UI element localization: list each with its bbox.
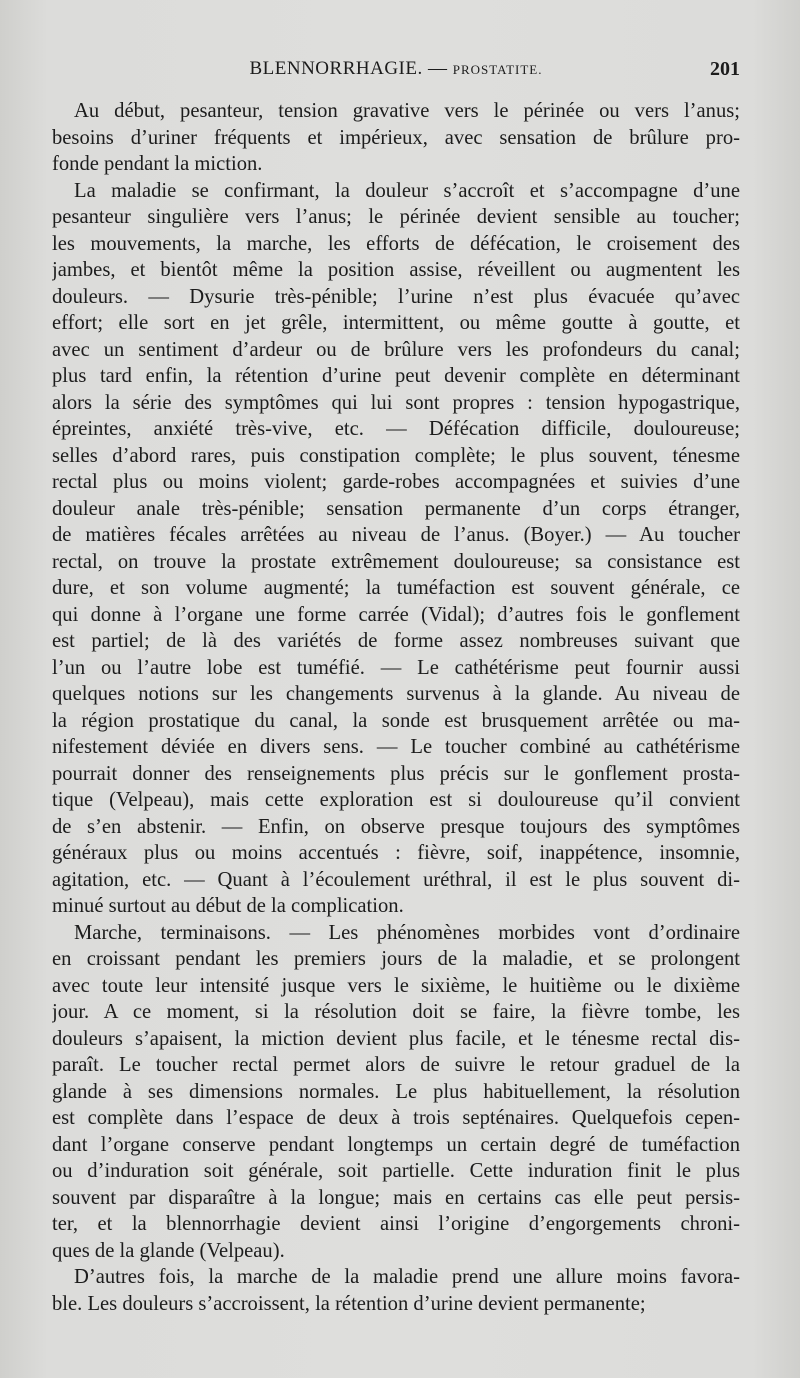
text-line: douleur anale très-pénible; sensation permanente d’un corps étranger,: [52, 497, 740, 520]
text-line: paraît. Le toucher rectal permet alors de suivre le retour graduel de la: [52, 1054, 740, 1076]
text-line: est complète dans l’espace de deux à trois septénaires. Quelquefois cepen-: [52, 1107, 740, 1129]
title-dash: —: [427, 58, 448, 79]
paragraph: [52, 920, 740, 1265]
text-line: rectal plus ou moins violent; garde-robes accompagnées et suivies d’une: [52, 471, 740, 493]
paragraph: [52, 98, 740, 178]
text-line: de matières fécales arrêtées au niveau de l’anus. (Boyer.) — Au toucher: [52, 524, 740, 546]
text-line: tique (Velpeau), mais cette exploration est si douloureuse qu’il convient: [52, 789, 740, 811]
paragraph: [52, 178, 740, 920]
text-line: La maladie se confirmant, la douleur s’accroît et s’accompagne d’une: [74, 179, 740, 202]
text-line: de s’en abstenir. — Enfin, on observe presque toujours des symptômes: [52, 815, 740, 838]
text-line: ter, et la blennorrhagie devient ainsi l’origine d’engorgements chroni-: [52, 1213, 740, 1235]
text-line: pesanteur singulière vers l’anus; le périnée devient sensible au toucher;: [52, 206, 740, 228]
section-title: PROSTATITE.: [452, 62, 543, 77]
text-line: minué surtout au début de la complication.: [52, 895, 404, 917]
text-line: D’autres fois, la marche de la maladie prend une allure moins favora-: [74, 1266, 740, 1288]
text-line: dant l’organe conserve pendant longtemps un certain degré de tuméfaction: [52, 1133, 740, 1156]
text-line: douleurs s’apaisent, la miction devient plus facile, et le ténesme rectal dis-: [52, 1027, 740, 1050]
text-line: douleurs. — Dysurie très-pénible; l’urine n’est plus évacuée qu’avec: [52, 285, 740, 308]
text-line: glande à ses dimensions normales. Le plus habituellement, la résolution: [52, 1080, 740, 1103]
text-line: selles d’abord rares, puis constipation complète; le plus souvent, ténesme: [52, 444, 740, 467]
text-line: avec un sentiment d’ardeur ou de brûlure vers les profondeurs du canal;: [52, 338, 740, 361]
text-line: qui donne à l’organe une forme carrée (Vidal); d’autres fois le gonflement: [52, 603, 740, 626]
text-line: nifestement déviée en divers sens. — Le toucher combiné au cathétérisme: [52, 736, 740, 758]
text-line: épreintes, anxiété très-vive, etc. — Défécation difficile, douloureuse;: [52, 418, 740, 440]
text-line: en croissant pendant les premiers jours de la maladie, et se prolongent: [52, 948, 740, 970]
text-line: alors la série des symptômes qui lui sont propres : tension hypogastrique,: [52, 391, 740, 414]
text-line: plus tard enfin, la rétention d’urine peut devenir complète en déterminant: [52, 365, 740, 387]
text-line: pourrait donner des renseignements plus précis sur le gonflement prosta-: [52, 762, 740, 785]
text-line: besoins d’uriner fréquents et impérieux, avec sensation de brûlure pro-: [52, 126, 740, 149]
text-line: souvent par disparaître à la longue; mais en certains cas elle peut persis-: [52, 1186, 740, 1209]
running-header: [52, 58, 740, 88]
text-line: est partiel; de là des variétés de forme assez nombreuses suivant que: [52, 630, 740, 652]
chapter-title: BLENNORRHAGIE.: [249, 58, 423, 79]
running-title: [52, 58, 740, 80]
text-line: avec toute leur intensité jusque vers le sixième, le huitième ou le dixième: [52, 974, 740, 997]
text-line: dure, et son volume augmenté; la tuméfaction est souvent générale, ce: [52, 577, 740, 599]
text-line: les mouvements, la marche, les efforts de défécation, le croisement des: [52, 232, 740, 255]
text-line: Au début, pesanteur, tension gravative vers le périnée ou vers l’anus;: [74, 100, 740, 122]
text-line: fonde pendant la miction.: [52, 153, 263, 175]
body-text: [52, 98, 740, 1317]
text-line: agitation, etc. — Quant à l’écoulement uréthral, il est le plus souvent di-: [52, 868, 740, 891]
text-line: jambes, et bientôt même la position assise, réveillent ou augmentent les: [52, 259, 740, 281]
text-line: la région prostatique du canal, la sonde est brusquement arrêtée ou ma-: [52, 709, 740, 732]
text-line: Marche, terminaisons. — Les phénomènes morbides vont d’ordinaire: [74, 921, 740, 944]
text-line: rectal, on trouve la prostate extrêmement douloureuse; sa consistance est: [52, 550, 740, 573]
text-line: jour. A ce moment, si la résolution doit se faire, la fièvre tombe, les: [52, 1001, 740, 1023]
text-line: généraux plus ou moins accentués : fièvre, soif, inappétence, insomnie,: [52, 842, 740, 864]
text-line: ble. Les douleurs s’accroissent, la rétention d’urine devient permanente;: [52, 1292, 646, 1315]
text-line: l’un ou l’autre lobe est tuméfié. — Le cathétérisme peut fournir aussi: [52, 656, 740, 679]
paragraph: [52, 1264, 740, 1317]
text-line: quelques notions sur les changements survenus à la glande. Au niveau de: [52, 683, 740, 705]
page-number: 201: [710, 58, 740, 80]
text-line: ou d’induration soit générale, soit partielle. Cette induration finit le plus: [52, 1160, 740, 1182]
text-line: ques de la glande (Velpeau).: [52, 1239, 285, 1262]
text-line: effort; elle sort en jet grêle, intermittent, ou même goutte à goutte, et: [52, 312, 740, 334]
